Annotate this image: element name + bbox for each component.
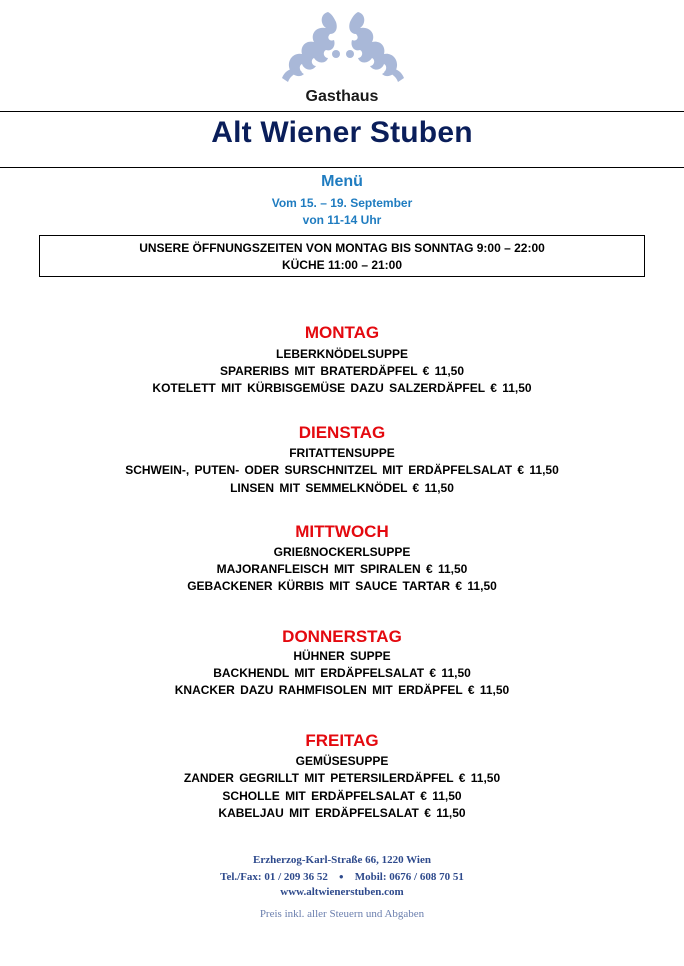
dish-item: SPARERIBS MIT BRATERDÄPFEL € 11,50	[219, 364, 465, 378]
dish-item: KNACKER DAZU RAHMFISOLEN MIT ERDÄPFEL € 11,50	[174, 683, 510, 697]
ornament-icon	[276, 8, 410, 84]
dish-item: GEBACKENER KÜRBIS MIT SAUCE TARTAR € 11,50	[187, 579, 497, 593]
day-heading: DIENSTAG	[298, 423, 386, 442]
dish-item: HÜHNER SUPPE	[293, 649, 391, 663]
opening-hours-box	[39, 235, 645, 277]
header-subtitle: Gasthaus	[305, 88, 379, 105]
footer-tax-note: Preis inkl. aller Steuern und Abgaben	[259, 908, 425, 920]
dish-item: MAJORANFLEISCH MIT SPIRALEN € 11,50	[216, 562, 468, 576]
dish-item: GEMÜSESUPPE	[295, 754, 389, 768]
footer-address: Erzherzog-Karl-Straße 66, 1220 Wien	[252, 854, 431, 866]
divider-top	[0, 111, 684, 112]
bullet-icon: ●	[338, 872, 344, 881]
footer-mobile: Mobil: 0676 / 608 70 51	[354, 871, 464, 883]
dish-item: LINSEN MIT SEMMELKNÖDEL € 11,50	[230, 481, 454, 495]
dish-item: GRIEßNOCKERLSUPPE	[273, 545, 411, 559]
divider-bottom	[0, 167, 684, 168]
dish-item: BACKHENDL MIT ERDÄPFELSALAT € 11,50	[213, 666, 471, 680]
day-heading: MITTWOCH	[295, 522, 389, 541]
dish-item: KOTELETT MIT KÜRBISGEMÜSE DAZU SALZERDÄPFEL € 11,50	[152, 381, 532, 395]
day-heading: DONNERSTAG	[282, 627, 402, 646]
footer-contact	[0, 871, 684, 883]
dish-item: SCHOLLE MIT ERDÄPFELSALAT € 11,50	[222, 789, 462, 803]
menu-hours: von 11-14 Uhr	[302, 213, 382, 227]
menu-date-range: Vom 15. – 19. September	[271, 196, 413, 210]
day-heading: FREITAG	[305, 731, 379, 750]
dish-item: KABELJAU MIT ERDÄPFELSALAT € 11,50	[218, 806, 466, 820]
dish-item: SCHWEIN-, PUTEN- ODER SURSCHNITZEL MIT ERDÄPFELSALAT € 11,50	[125, 463, 559, 477]
footer-phone: Tel./Fax: 01 / 209 36 52	[220, 871, 328, 883]
menu-title: Menü	[321, 173, 363, 190]
footer-website[interactable]: www.altwienerstuben.com	[280, 886, 404, 898]
opening-hours-line: UNSERE ÖFFNUNGSZEITEN VON MONTAG BIS SONNTAG 9:00 – 22:00	[139, 241, 545, 255]
day-heading: MONTAG	[304, 323, 380, 342]
dish-item: ZANDER GEGRILLT MIT PETERSILERDÄPFEL € 11,50	[183, 771, 501, 785]
dish-item: FRITATTENSUPPE	[289, 446, 395, 460]
dish-item: LEBERKNÖDELSUPPE	[275, 347, 409, 361]
page-title: Alt Wiener Stuben	[211, 116, 473, 149]
kitchen-hours-line: KÜCHE 11:00 – 21:00	[281, 258, 403, 272]
